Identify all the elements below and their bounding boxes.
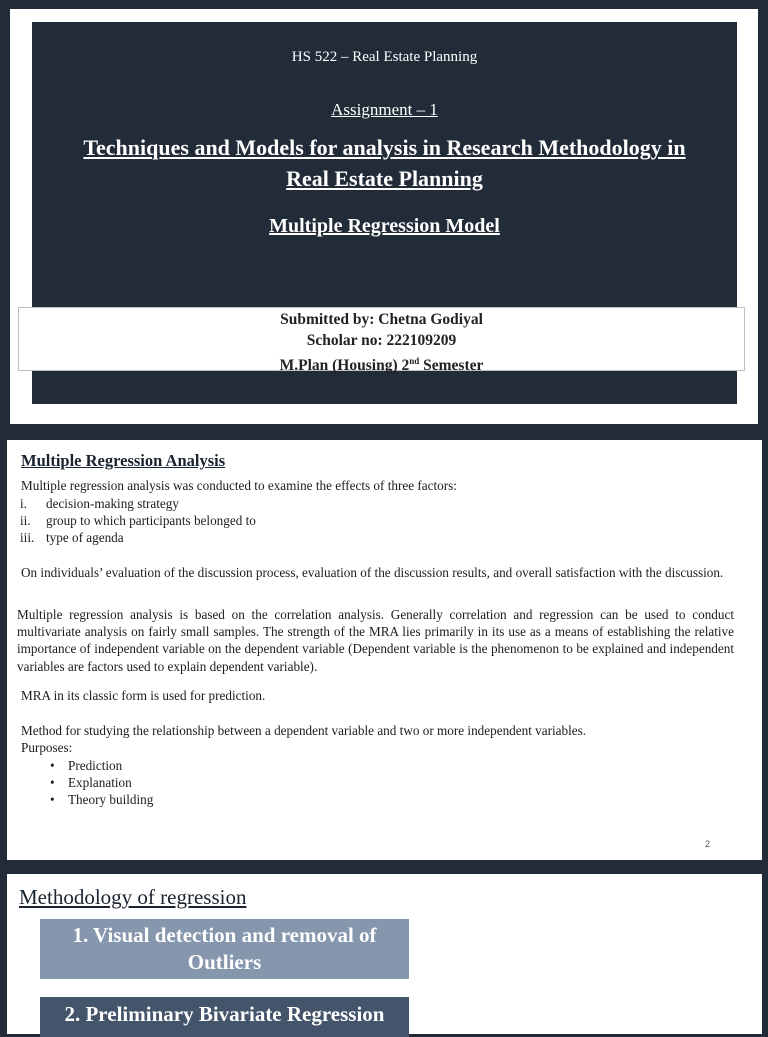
intro-text: Multiple regression analysis was conducted to examine the effects of three factors: [21,478,457,493]
program-suffix: Semester [419,357,484,375]
content-slide-methodology [7,874,762,1034]
course-name: HS 522 – Real Estate Planning [291,49,478,65]
content-slide-mra [7,440,762,860]
slide-heading: Methodology of regression [19,885,247,909]
bullet-icon: • [50,758,55,773]
purposes-list [50,757,153,808]
list-number: i. [20,496,27,511]
list-item [20,495,256,512]
list-text: decision-making strategy [46,496,179,511]
program-superscript: nd [409,356,420,366]
factor-list [20,495,256,546]
list-item [50,757,153,774]
bullet-icon: • [50,792,55,807]
list-text: Explanation [68,775,132,790]
list-number: ii. [20,513,31,528]
program-prefix: M.Plan (Housing) 2 [279,357,410,375]
step-outliers: 1. Visual detection and removal of Outliers [40,919,409,979]
list-item [20,529,256,546]
list-number: iii. [20,530,35,545]
presentation-subtitle: Multiple Regression Model [269,215,500,237]
list-item [50,791,153,808]
paragraph-correlation: Multiple regression analysis is based on the correlation analysis. Generally correlation and regression can be used to conduct multivariate analysis on fairly small samples. The strength of the MRA lies primarily in its use as a means of establishing the relative importance of independent variable on the dependent variable (Dependent variable is the phenomenon to be explained and independent variables are factors used to explain dependent variable). [17,607,734,674]
list-item [20,512,256,529]
paragraph-method: Method for studying the relationship between a dependent variable and two or more independent variables. [21,723,587,738]
list-text: Theory building [68,792,154,807]
list-text: group to which participants belonged to [46,513,256,528]
list-text: type of agenda [46,530,124,545]
title-slide [10,9,758,424]
list-item [50,774,153,791]
list-text: Prediction [68,758,123,773]
scholar-number: Scholar no: 222109209 [306,332,457,349]
submission-info [18,307,745,375]
assignment-label: Assignment – 1 [331,100,438,119]
step-bivariate-regression: 2. Preliminary Bivariate Regression [40,997,409,1037]
page-number: 2 [705,839,711,849]
presentation-title: Techniques and Models for analysis in Research Methodology in Real Estate Planning [83,135,686,191]
paragraph-evaluation: On individuals’ evaluation of the discussion process, evaluation of the discussion results, and overall satisfaction with the discussion. [21,565,724,580]
program-line [19,351,744,376]
slide-heading: Multiple Regression Analysis [21,451,226,470]
submitted-by: Submitted by: Chetna Godiyal [280,311,483,328]
paragraph-prediction: MRA in its classic form is used for prediction. [21,688,266,703]
purposes-label: Purposes: [21,740,73,755]
bullet-icon: • [50,775,55,790]
